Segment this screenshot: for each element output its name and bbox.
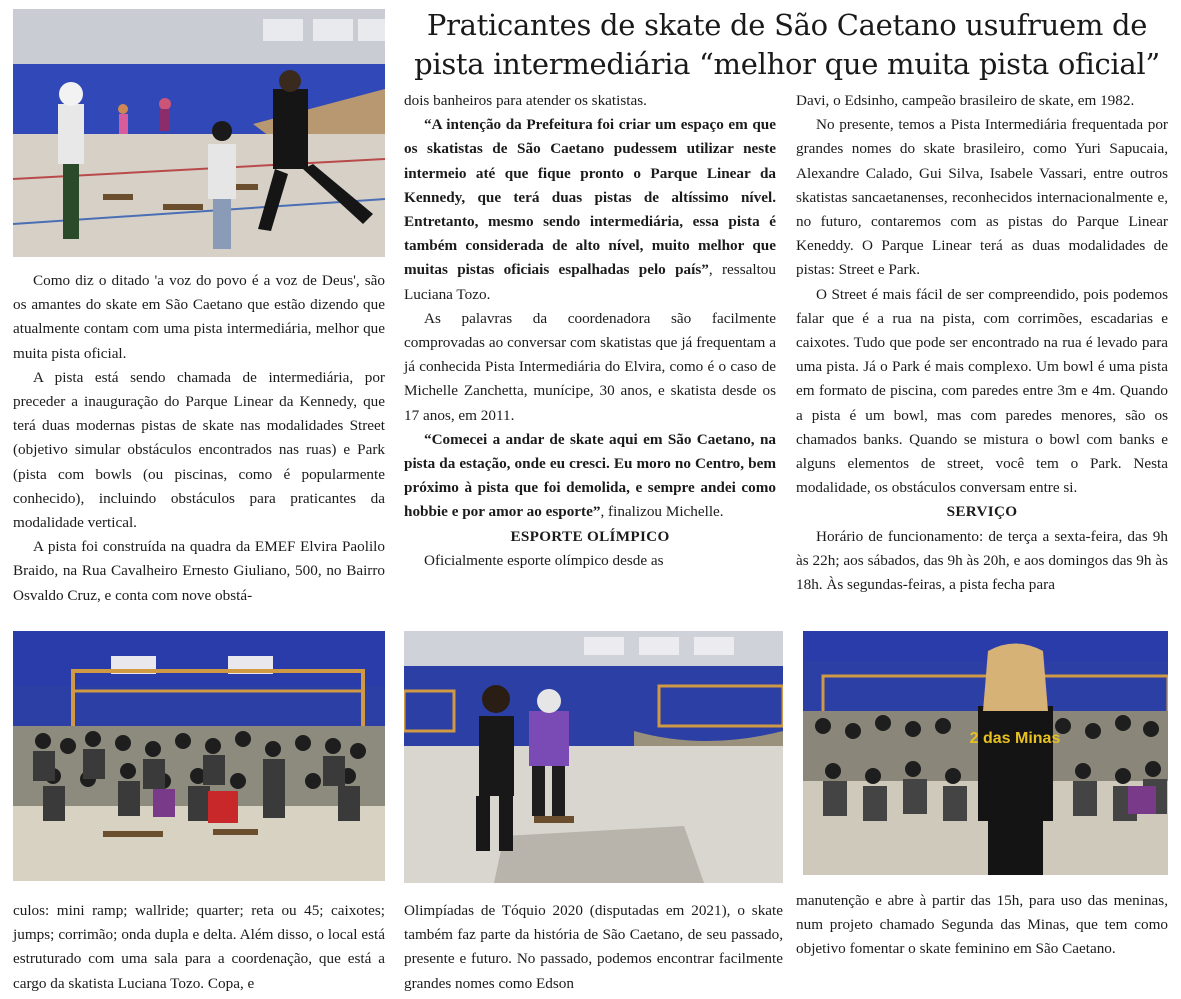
paragraph: O Street é mais fácil de ser compreendido, pois podemos falar que é a rua na pista, com corrimões, escadarias e caixotes. Tudo que pode ser encontrado na rua é levado para uma pista. Já o Park é mais complexo. Um bowl é uma pista em formato de piscina, com paredes entre 3m e 4m. Quando a pista é um bowl, mas com paredes menores, são os chamados banks. Quando se mistura o bowl com banks e alguns elementos de street, você tem o Park. Nesta modalidade, os obstáculos conversam entre si.: [796, 285, 1168, 497]
paragraph: Como diz o ditado 'a voz do povo é a voz de Deus', são os amantes do skate em São Caetano que estão dizendo que atualmente contam com uma pista intermediária, melhor que muita pista oficial.: [13, 272, 385, 362]
paragraph: Horário de funcionamento: de terça a sexta-feira, das 9h às 22h; aos sábados, das 9h às 20h, e aos domingos das 9h às 18h. Às segundas-feiras, a pista fecha para: [796, 527, 1168, 594]
photo-skaters-practicing: [13, 9, 385, 257]
quote-text: “Comecei a andar de skate aqui em São Caetano, na pista da estação, onde eu cresci. Eu moro no Centro, bem próximo à pista que foi demolida, e sempre andei como hobbie e por amor ao esporte”: [404, 430, 776, 521]
column-3-bottom: [796, 889, 1168, 962]
photo-instructor-helping-skater: [404, 631, 783, 883]
photo-group-of-skaters: [13, 631, 385, 881]
paragraph: A pista foi construída na quadra da EMEF Elvira Paolilo Braido, na Rua Cavalheiro Ernesto Giuliano, 500, no Bairro Osvaldo Cruz, e conta com nove obstá-: [13, 538, 385, 604]
column-1-top: [13, 269, 385, 608]
shirt-logo: 2 das Minas: [969, 730, 1061, 747]
paragraph: dois banheiros para atender os skatistas.: [404, 92, 647, 109]
quote-luciana: [404, 113, 776, 307]
subhead-esporte-olimpico: ESPORTE OLÍMPICO: [510, 527, 670, 545]
paragraph: culos: mini ramp; wallride; quarter; reta ou 45; caixotes; jumps; corrimão; onda dupla e delta. Além disso, o local está estruturado com uma sala para a coordenação, que está a cargo da skatista Luciana Tozo. Copa, e: [13, 902, 385, 992]
column-2-top: [404, 89, 776, 573]
column-2-bottom: [404, 899, 783, 996]
article-headline: Praticantes de skate de São Caetano usufruem de pista intermediária “melhor que muita pista oficial”: [414, 8, 1160, 81]
paragraph: Olimpíadas de Tóquio 2020 (disputadas em 2021), o skate também faz parte da história de São Caetano, de seu passado, presente e futuro. No passado, podemos encontrar facilmente grandes nomes como Edson: [404, 902, 783, 992]
paragraph: Davi, o Edsinho, campeão brasileiro de skate, em 1982.: [796, 92, 1135, 109]
paragraph: As palavras da coordenadora são facilmente comprovadas ao conversar com skatistas que já frequentam a já conhecida Pista Intermediária do Elvira, como é o caso de Michelle Zanchetta, munícipe, 30 anos, e skatista desde os 17 anos, em 2011.: [404, 309, 776, 424]
subhead-servico: SERVIÇO: [946, 503, 1018, 521]
quote-michelle: [404, 428, 776, 525]
photo-coordinator-with-group: [803, 631, 1168, 875]
column-3-top: [796, 89, 1168, 597]
paragraph: No presente, temos a Pista Intermediária frequentada por grandes nomes do skate brasileiro, como Yuri Sapucaia, Alexandre Calado, Gui Silva, Isabele Vassari, entre outros skatistas sancaetanenses, reconhecidos internacionalmente e, no futuro, contaremos com as pistas do Parque Linear Keneddy. O Parque Linear terá as duas modalidades de pistas: Street e Park.: [796, 116, 1168, 279]
quote-attribution: , ressaltou Luciana Tozo.: [404, 261, 776, 303]
paragraph: Oficialmente esporte olímpico desde as: [424, 551, 664, 569]
column-1-bottom: [13, 899, 385, 996]
quote-text: “A intenção da Prefeitura foi criar um espaço em que os skatistas de São Caetano pudessem utilizar neste intermeio até que fique pronto o Parque Linear da Kennedy, que terá duas pistas de altíssimo nível. Entretanto, mesmo sendo intermediária, essa pista é também considerada de alto nível, muito melhor que muitas pistas oficiais espalhadas pelo país”: [404, 116, 776, 279]
paragraph: manutenção e abre à partir das 15h, para uso das meninas, num projeto chamado Segunda das Minas, que tem como objetivo fomentar o skate feminino em São Caetano.: [796, 892, 1168, 958]
paragraph: A pista está sendo chamada de intermediária, por preceder a inauguração do Parque Linear da Kennedy, que terá duas modernas pistas de skate nas modalidades Street (objetivo simular obstáculos encontrados nas ruas) e Park (pista com bowls (ou piscinas, como é popularmente conhecido), incluindo obstáculos para praticantes da modalidade vertical.: [13, 368, 385, 532]
quote-attribution: , finalizou Michelle.: [600, 503, 724, 521]
